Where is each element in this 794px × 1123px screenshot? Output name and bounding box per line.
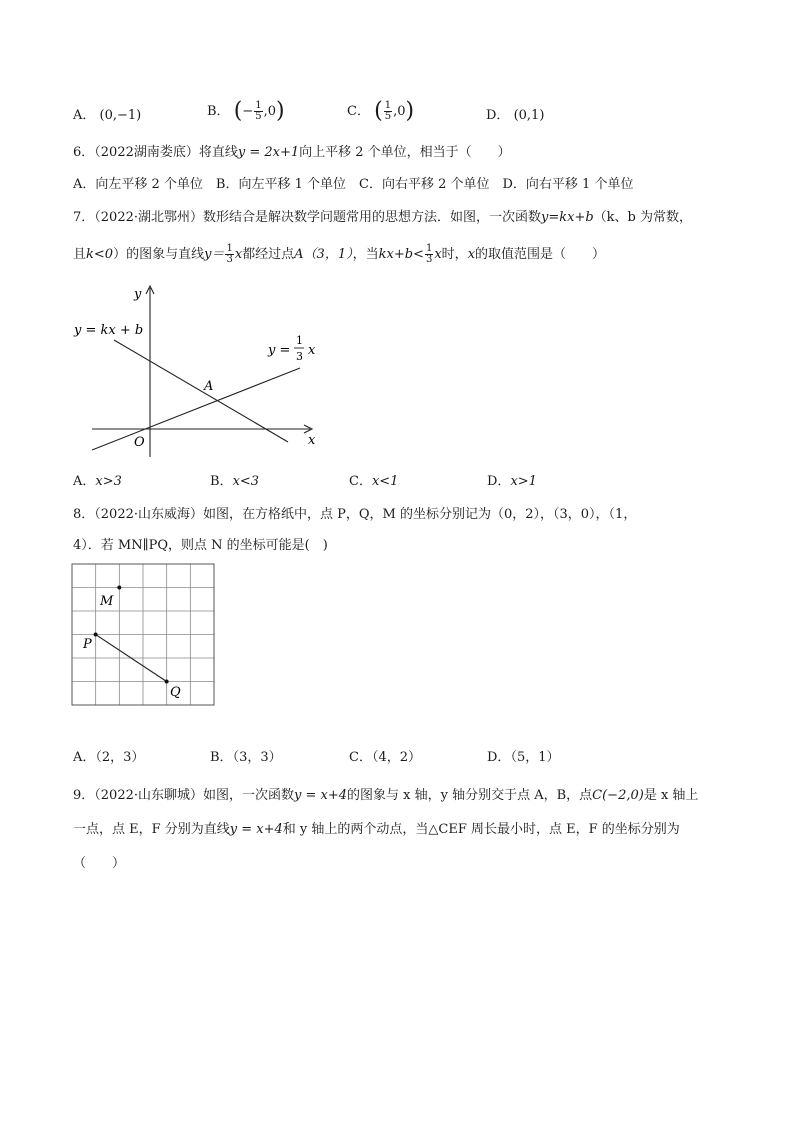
q9-text: 一点，点 E，F 分别为直线 (73, 822, 230, 837)
option-value: x>1 (510, 474, 537, 489)
q7-prefix: 7．（2022·湖北鄂州）数形结合是解决数学问题常用的思想方法．如图，一次函数 (73, 210, 541, 225)
point-a-label: A (204, 379, 214, 394)
option-value: (0,−1) (99, 108, 142, 123)
q7-option-b (210, 473, 259, 491)
fraction-denominator: 5 (384, 111, 392, 122)
q7-line-y: y＝ (204, 247, 225, 262)
q9-stem-line2 (73, 821, 680, 839)
q7-var: x (467, 247, 476, 262)
fraction-denominator: 5 (255, 111, 262, 122)
option-label: D． (487, 474, 511, 489)
q9-text: 是 x 轴上 (643, 788, 699, 803)
axis-y-label: y (134, 287, 142, 302)
q5-option-c (347, 98, 415, 124)
right-paren: ) (405, 98, 415, 124)
q8-stem-line2 (73, 537, 328, 555)
option-label: B． (207, 104, 230, 119)
fraction (384, 101, 392, 122)
q7-option-c (349, 473, 398, 491)
q7-option-a (73, 473, 122, 491)
text: 都经过点 (242, 247, 295, 262)
q7-stem-line2 (73, 244, 605, 265)
option-label: C． (349, 750, 372, 765)
line-one-third-x (92, 368, 300, 450)
option-value: （4，2） (371, 750, 421, 765)
q7-stem-line1 (73, 209, 692, 227)
q6-formula: y = 2x+1 (237, 145, 300, 160)
option-label: A． (73, 474, 96, 489)
fraction-denominator: 3 (425, 254, 433, 265)
q5-option-b (207, 98, 285, 124)
label-m: M (100, 594, 114, 609)
q9-text: 9．（2022·山东聊城）如图，一次函数 (73, 788, 294, 803)
q5-option-a (73, 107, 141, 125)
label-p: P (83, 637, 92, 652)
point-m (117, 586, 121, 590)
q9-point-c: C(−2,0) (592, 788, 644, 803)
q9-text: 和 y 轴上的两个动点，当△CEF 周长最小时，点 E，F 的坐标分别为 (282, 822, 680, 837)
origin-label: O (134, 435, 145, 450)
line-kx-plus-b (114, 340, 291, 442)
option-label: C． (347, 104, 370, 119)
line2-label-x: x (308, 343, 316, 358)
option-value: x<3 (232, 474, 260, 489)
q6-options (73, 176, 633, 194)
label-q: Q (170, 685, 181, 700)
option-label: B． (210, 474, 233, 489)
option-value: （5，1） (510, 750, 560, 765)
q6-stem (73, 144, 511, 162)
right-paren: ) (275, 98, 285, 124)
q7-formula: y=kx+b (541, 210, 594, 225)
q8-option-d (487, 749, 559, 767)
q8-option-c (349, 749, 421, 767)
fraction (225, 244, 233, 265)
q9-stem-line1 (73, 787, 698, 805)
option-value: （2，3） (95, 750, 145, 765)
q7-suffix: （k、b 为常数， (593, 210, 693, 225)
fraction (425, 244, 433, 265)
text: 的取值范围是（ ） (475, 247, 606, 262)
q7-inequality-x: x (434, 247, 442, 262)
fraction-denominator: 3 (226, 254, 233, 265)
fraction-numerator: 1 (425, 243, 433, 254)
option-label: B． (210, 750, 233, 765)
text: ）的图象与直线 (113, 247, 205, 262)
option-label: C． (349, 474, 372, 489)
option-value: （3，3） (232, 750, 282, 765)
line2-label-num: 1 (296, 334, 303, 347)
option-label: A． (73, 750, 96, 765)
q6-suffix: 向上平移 2 个单位，相当于（ ） (299, 145, 511, 160)
q7-point: A（3，1） (294, 247, 353, 262)
option-value: x>3 (95, 474, 122, 489)
q9-formula: y = x+4 (294, 788, 347, 803)
point-q (165, 680, 169, 684)
q8-text: 8．（2022·山东威海）如图，在方格纸中，点 P，Q，M 的坐标分别记为（0，2），（3，0），（1， (73, 507, 637, 522)
left-paren: ( (233, 98, 243, 124)
q7-option-d (487, 473, 537, 491)
q6-options-text: A．向左平移 2 个单位 B．向左平移 1 个单位 C．向右平移 2 个单位 D．向右平移 1 个单位 (73, 177, 634, 192)
option-label: D． (487, 750, 511, 765)
q9-text: 的图象与 x 轴，y 轴分别交于点 A，B，点 (347, 788, 593, 803)
q7-condition: k<0 (86, 247, 114, 262)
fraction-numerator: 1 (226, 243, 233, 254)
option-tail: ,0 (263, 104, 276, 119)
line1-label: y = kx + b (74, 323, 144, 338)
q5-option-d (486, 107, 544, 125)
option-label: A． (73, 108, 96, 123)
text: 且 (73, 247, 87, 262)
q8-option-b (210, 749, 282, 767)
q7-inequality: kx+b< (378, 247, 424, 262)
q8-stem-line1 (73, 506, 636, 524)
fraction-numerator: 1 (384, 100, 392, 111)
q8-option-a (73, 749, 144, 767)
q7-graph (70, 282, 330, 462)
q6-prefix: 6．（2022湖南娄底）将直线 (73, 145, 238, 160)
minus-sign: − (242, 104, 254, 119)
fraction (254, 101, 262, 122)
q8-text: 4）．若 MN∥PQ，则点 N 的坐标可能是( ) (73, 538, 328, 553)
option-value: x<1 (371, 474, 399, 489)
q7-line-x: x (234, 247, 243, 262)
line2-label-den: 3 (296, 350, 303, 363)
line2-label-y: y = (268, 343, 291, 358)
option-label: D． (486, 108, 510, 123)
q8-grid (71, 563, 217, 709)
fraction-numerator: 1 (255, 100, 262, 111)
q9-answer-blank: （ ） (73, 856, 126, 871)
left-paren: ( (374, 98, 383, 124)
point-p (94, 633, 98, 637)
text: 时， (441, 247, 468, 262)
axis-x-label: x (308, 433, 316, 448)
q9-stem-line3 (73, 855, 125, 873)
q9-formula: y = x+4 (229, 822, 283, 837)
text: ，当 (352, 247, 379, 262)
option-tail: ,0 (393, 104, 406, 119)
option-value: (0,1) (513, 108, 545, 123)
